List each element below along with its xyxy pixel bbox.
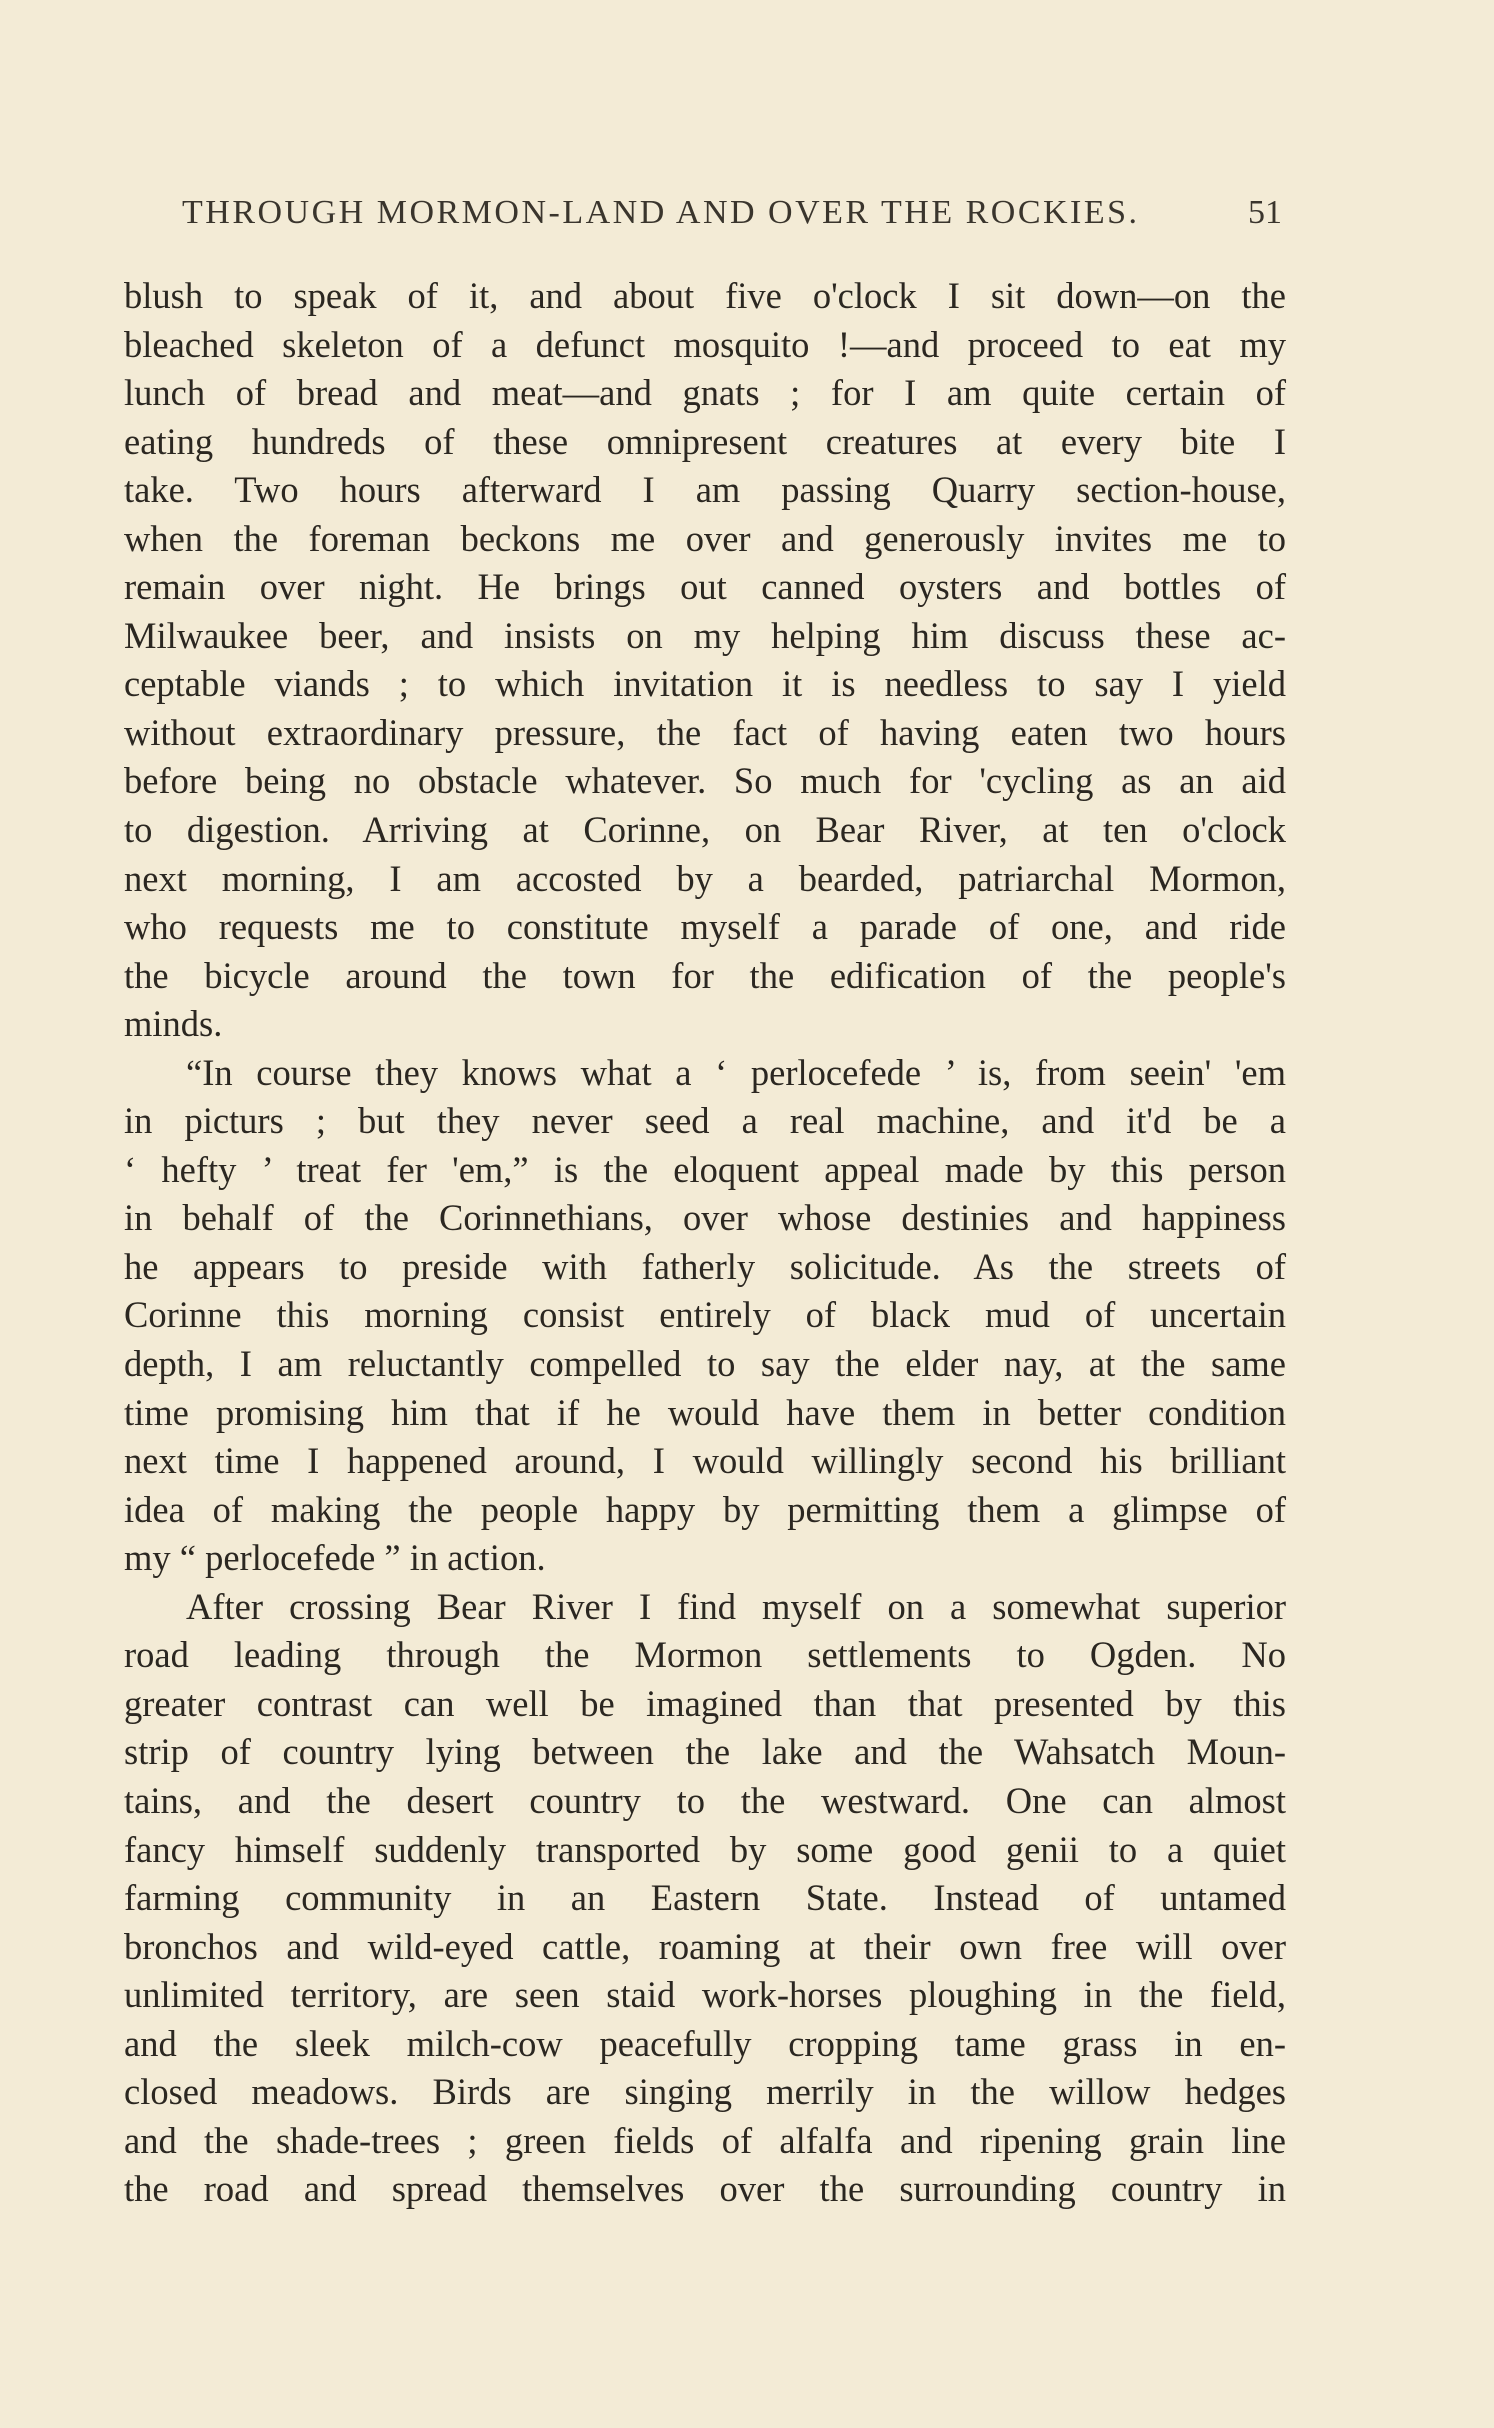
text-line: bronchos and wild-eyed cattle, roaming at their own free will over bbox=[124, 1925, 1286, 1967]
text-line: closed meadows. Birds are singing merrily in the willow hedges bbox=[124, 2071, 1286, 2113]
text-line: strip of country lying between the lake and the Wahsatch Moun- bbox=[124, 1731, 1286, 1773]
text-line: minds. bbox=[124, 1003, 223, 1045]
text-line: in behalf of the Corinnethians, over whose destinies and happiness bbox=[124, 1197, 1286, 1239]
text-line: ceptable viands ; to which invitation it is needless to say I yield bbox=[124, 663, 1286, 705]
text-line: blush to speak of it, and about five o'clock I sit down—on the bbox=[124, 275, 1286, 316]
text-line: tains, and the desert country to the westward. One can almost bbox=[124, 1779, 1286, 1821]
text-line: road leading through the Mormon settlements to Ogden. No bbox=[124, 1634, 1286, 1676]
text-line: next morning, I am accosted by a bearded, patriarchal Mormon, bbox=[124, 857, 1286, 899]
text-line: bleached skeleton of a defunct mosquito !—and proceed to eat my bbox=[124, 323, 1286, 365]
text-line: Milwaukee beer, and insists on my helping him discuss these ac- bbox=[124, 614, 1286, 656]
text-line: and the shade-trees ; green fields of alfalfa and ripening grain line bbox=[124, 2119, 1286, 2161]
text-line: when the foreman beckons me over and generously invites me to bbox=[124, 517, 1286, 559]
text-line: my “ perlocefede ” in action. bbox=[124, 1537, 546, 1579]
page-number: 51 bbox=[1248, 194, 1282, 231]
text-line: in picturs ; but they never seed a real machine, and it'd be a bbox=[124, 1100, 1286, 1142]
text-line: lunch of bread and meat—and gnats ; for I am quite certain of bbox=[124, 372, 1286, 414]
text-line: who requests me to constitute myself a parade of one, and ride bbox=[124, 906, 1286, 948]
text-line: fancy himself suddenly transported by some good genii to a quiet bbox=[124, 1828, 1286, 1870]
text-line: and the sleek milch-cow peacefully cropping tame grass in en- bbox=[124, 2022, 1286, 2064]
text-line: the road and spread themselves over the surrounding country in bbox=[124, 2168, 1286, 2210]
text-line: to digestion. Arriving at Corinne, on Bear River, at ten o'clock bbox=[124, 809, 1286, 851]
text-line: before being no obstacle whatever. So much for 'cycling as an aid bbox=[124, 760, 1286, 802]
text-line: ‘ hefty ’ treat fer 'em,” is the eloquent appeal made by this person bbox=[124, 1148, 1286, 1190]
text-line: time promising him that if he would have them in better condition bbox=[124, 1391, 1286, 1433]
text-line: depth, I am reluctantly compelled to say the elder nay, at the same bbox=[124, 1343, 1286, 1385]
body-text bbox=[124, 272, 1286, 2214]
text-line: without extraordinary pressure, the fact of having eaten two hours bbox=[124, 711, 1286, 753]
text-line: Corinne this morning consist entirely of black mud of uncertain bbox=[124, 1294, 1286, 1336]
running-title: THROUGH MORMON-LAND AND OVER THE ROCKIES. bbox=[182, 194, 1140, 231]
text-line: greater contrast can well be imagined than that presented by this bbox=[124, 1682, 1286, 1724]
running-header bbox=[182, 190, 1282, 236]
text-line: unlimited territory, are seen staid work-horses ploughing in the field, bbox=[124, 1974, 1286, 2016]
text-line: take. Two hours afterward I am passing Quarry section-house, bbox=[124, 469, 1286, 511]
text-line: After crossing Bear River I find myself on a somewhat superior bbox=[186, 1585, 1286, 1627]
text-line: “In course they knows what a ‘ perlocefede ’ is, from seein' 'em bbox=[186, 1051, 1286, 1093]
text-line: idea of making the people happy by permitting them a glimpse of bbox=[124, 1488, 1286, 1530]
text-line: remain over night. He brings out canned oysters and bottles of bbox=[124, 566, 1286, 608]
text-line: next time I happened around, I would willingly second his brilliant bbox=[124, 1440, 1286, 1482]
text-line: the bicycle around the town for the edification of the people's bbox=[124, 954, 1286, 996]
text-line: farming community in an Eastern State. Instead of untamed bbox=[124, 1877, 1286, 1919]
text-line: he appears to preside with fatherly solicitude. As the streets of bbox=[124, 1245, 1286, 1287]
text-line: eating hundreds of these omnipresent creatures at every bite I bbox=[124, 420, 1286, 462]
